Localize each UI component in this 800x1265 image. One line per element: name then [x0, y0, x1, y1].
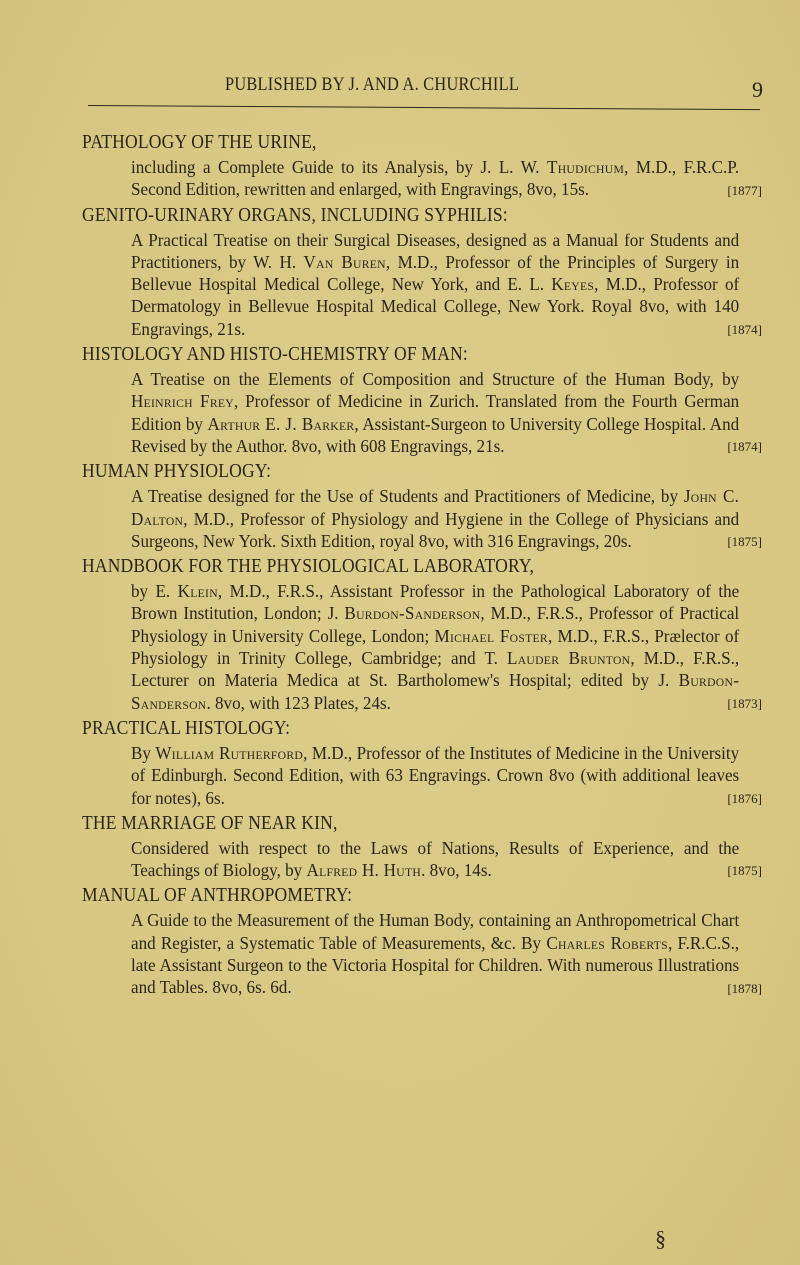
description-text: A Practical Treatise on their Surgical Diseases, designed as a Manual for Students and Practitioners, by W. H. [131, 229, 740, 272]
description-text: By [131, 742, 156, 763]
catalogue-entry [82, 459, 762, 550]
running-title: PUBLISHED BY J. AND A. CHURCHILL [225, 74, 520, 95]
description-text: A Guide to the Measurement of the Human Body, containing an Anthropometrical Chart and Register, a Systematic Table of Measurements, &c. By [131, 910, 740, 953]
description-text: by E. [131, 581, 178, 602]
entry-year: [1874] [727, 439, 762, 455]
author-name: Burdon-Sanderson [344, 603, 481, 624]
author-name: Charles Roberts [546, 932, 668, 953]
entry-description [131, 229, 739, 340]
description-text: , M.D., Professor of Dermatology in Bellevue Hospital Medical College, New York. Royal 8vo, with 140 Engravings, 21s. [131, 274, 740, 339]
description-text: , M.D., Professor of the Institutes of Medicine in the University of Edinburgh. Second Edition, with 63 Engravings. Crown 8vo (with additional leaves for notes), 6s. [131, 742, 740, 808]
author-name: William Rutherford [155, 742, 304, 763]
entry-title: HISTOLOGY AND HISTO-CHEMISTRY OF MAN: [82, 344, 468, 366]
description-text: , M.D., F.R.S., Professor of Practical Physiology in University College, London; [131, 603, 740, 646]
entry-title: MANUAL OF ANTHROPOMETRY: [82, 885, 353, 907]
catalogue-entry [82, 554, 762, 712]
entry-year: [1877] [727, 182, 762, 198]
description-text: . 8vo, with 123 Plates, 24s. [206, 692, 391, 713]
description-text: , M.D., F.R.S., Assistant Professor in the Pathological Laboratory of the Brown Institution, London; J. [131, 581, 740, 624]
description-text: , F.R.C.S., late Assistant Surgeon to the Victoria Hospital for Children. With numerous Illustrations and Tables. 8vo, 6s. 6d. [131, 932, 740, 998]
entry-description [131, 368, 739, 457]
entry-year: [1873] [727, 695, 762, 711]
catalogue-entry [82, 342, 762, 455]
page-number: 9 [752, 77, 763, 102]
entry-title: GENITO-URINARY ORGANS, INCLUDING SYPHILIS: [82, 204, 508, 226]
description-text: , Assistant-Surgeon to University College Hospital. And Revised by the Author. 8vo, with 608 Engravings, 21s. [131, 413, 740, 456]
description-text: , M.D., Professor of Physiology and Hygiene in the College of Physicians and Surgeons, New York. Sixth Edition, royal 8vo, with 316 Engravings, 20s. [131, 508, 740, 551]
entry-year: [1876] [727, 790, 762, 806]
entry-year: [1878] [727, 980, 762, 996]
description-text: A Treatise on the Elements of Composition and Structure of the Human Body, by [131, 369, 740, 390]
entry-description [131, 742, 739, 809]
author-name: Klein [177, 581, 218, 602]
entry-description [131, 909, 739, 998]
catalogue-entry [82, 811, 762, 880]
author-name: Van Buren [303, 251, 386, 272]
entry-title: THE MARRIAGE OF NEAR KIN, [82, 812, 338, 834]
catalogue-entries [82, 130, 762, 1001]
author-name: Lauder Brunton [506, 648, 631, 669]
catalogue-entry [82, 203, 762, 338]
description-text: , M.D., Professor of the Principles of Surgery in Bellevue Hospital Medical College, New York, and E. L. [131, 251, 740, 295]
entry-title: HANDBOOK FOR THE PHYSIOLOGICAL LABORATORY, [82, 556, 535, 578]
catalogue-entry [82, 716, 762, 807]
entry-title: HUMAN PHYSIOLOGY: [82, 461, 272, 483]
entry-description [131, 485, 739, 552]
description-text: including a Complete Guide to its Analysis, by J. L. W. [131, 157, 548, 177]
entry-year: [1875] [727, 534, 762, 550]
entry-year: [1874] [727, 322, 762, 338]
catalogue-entry [82, 130, 762, 199]
author-name: Keyes [551, 274, 595, 295]
author-name: John C. Dalton [131, 486, 740, 529]
description-text: , M.D., F.R.C.P. Second Edition, rewritten and enlarged, with Engravings, 8vo, 15s. [131, 157, 740, 200]
catalogue-entry [82, 883, 762, 996]
author-name: Heinrich Frey [131, 391, 235, 412]
entry-year: [1875] [727, 863, 762, 879]
signature-mark: § [655, 1226, 666, 1251]
entry-description [131, 580, 739, 714]
entry-title: PRACTICAL HISTOLOGY: [82, 717, 291, 739]
author-name: Thudichum [547, 157, 625, 177]
entry-description [131, 156, 739, 201]
description-text: A Treatise designed for the Use of Students and Practitioners of Medicine, by [131, 486, 684, 507]
description-text: , Professor of Medicine in Zurich. Translated from the Fourth German Edition by [131, 391, 740, 434]
author-name: Michael Foster [434, 625, 548, 646]
description-text: , M.D., F.R.S., Lecturer on Materia Medica at St. Bartholomew's Hospital; edited by J. [131, 648, 740, 691]
description-text: , M.D., F.R.S., Prælector of Physiology in Trinity College, Cambridge; and T. [131, 625, 740, 669]
description-text: . 8vo, 14s. [421, 860, 492, 881]
author-name: Burdon-Sanderson [131, 670, 740, 713]
entry-title: PATHOLOGY OF THE URINE, [82, 132, 317, 153]
author-name: Alfred H. Huth [306, 860, 422, 881]
entry-description [131, 837, 739, 882]
author-name: Arthur E. J. Barker [207, 413, 355, 434]
description-text: Considered with respect to the Laws of Nations, Results of Experience, and the Teachings of Biology, by [131, 837, 740, 881]
